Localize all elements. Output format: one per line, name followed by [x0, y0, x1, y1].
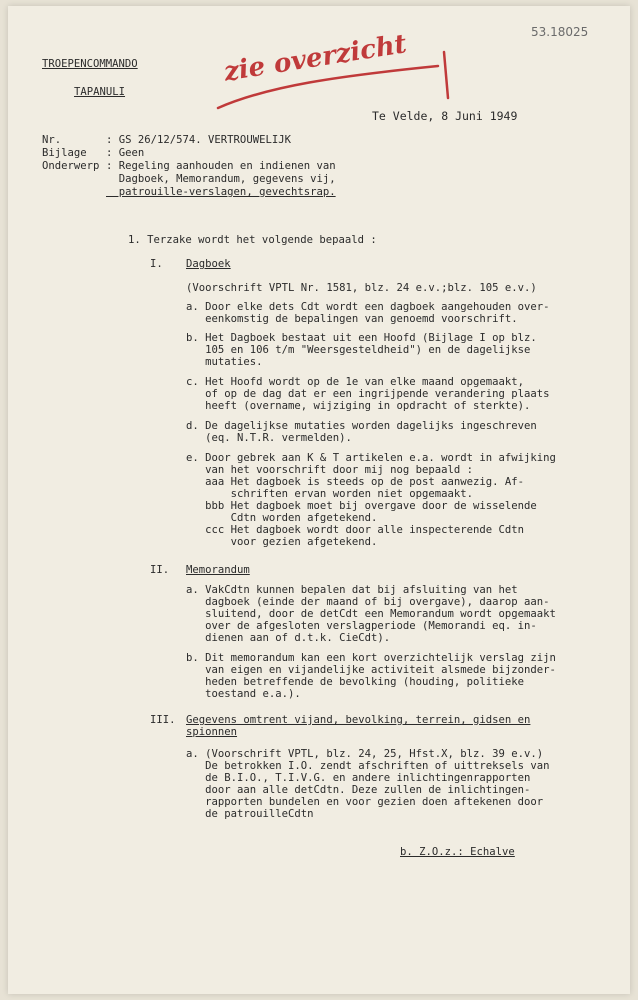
- s1-c-line1: c. Het Hoofd wordt op de 1e van elke maand opgemaakt,: [186, 376, 525, 388]
- s1-e-line3: aaa Het dagboek is steeds op de post aanwezig. Af-: [186, 476, 525, 488]
- section3-title-line2: spionnen: [186, 726, 238, 738]
- place-date: Te Velde, 8 Juni 1949: [372, 109, 518, 123]
- onderwerp-label: Onderwerp: [42, 160, 100, 172]
- section2-num: II.: [150, 564, 170, 576]
- s2-b-line4: toestand e.a.).: [186, 688, 301, 700]
- s2-b-line1: b. Dit memorandum kan een kort overzichtelijk verslag zijn: [186, 652, 556, 664]
- s3-a-line6: de patrouilleCdtn: [186, 808, 314, 820]
- s3-a-line2: De betrokken I.O. zendt afschriften of uittreksels van: [186, 760, 550, 772]
- section3-num: III.: [150, 714, 176, 726]
- s2-a-line2: dagboek (einde der maand of bij overgave), daarop aan-: [186, 596, 550, 608]
- s1-b-line1: b. Het Dagboek bestaat uit een Hoofd (Bijlage I op blz.: [186, 332, 537, 344]
- s3-a-line1: a. (Voorschrift VPTL, blz. 24, 25, Hfst.X, blz. 39 e.v.): [186, 748, 544, 760]
- intro-line: 1. Terzake wordt het volgende bepaald :: [128, 234, 377, 246]
- s2-b-line3: heden betreffende de bevolking (houding, politieke: [186, 676, 525, 688]
- s1-e-line7: ccc Het dagboek wordt door alle inspecterende Cdtn: [186, 524, 525, 536]
- s2-a-line1: a. VakCdtn kunnen bepalen dat bij afsluiting van het: [186, 584, 518, 596]
- bijlage-label: Bijlage: [42, 147, 87, 159]
- handwritten-note: zie overzicht: [222, 29, 409, 88]
- s3-a-line4: door aan alle detCdtn. Deze zullen de inlichtingen-: [186, 784, 531, 796]
- bijlage-value: : Geen: [106, 147, 145, 159]
- section1-title: Dagboek: [186, 258, 231, 270]
- s1-e-line6: Cdtn worden afgetekend.: [186, 512, 378, 524]
- unit-line1: TROEPENCOMMANDO: [42, 58, 138, 70]
- onderwerp-line1: : Regeling aanhouden en indienen van: [106, 160, 336, 172]
- onderwerp-line3: patrouille-verslagen, gevechtsrap.: [106, 186, 336, 198]
- s1-e-line1: e. Door gebrek aan K & T artikelen e.a. wordt in afwijking: [186, 452, 556, 464]
- onderwerp-line2: Dagboek, Memorandum, gegevens vij,: [106, 173, 336, 185]
- document-page: [8, 6, 630, 994]
- s3-a-line5: rapporten bundelen en voor gezien doen aftekenen door: [186, 796, 544, 808]
- s2-a-line4: over de afgesloten verslagperiode (Memorandi eq. in-: [186, 620, 537, 632]
- nr-label: Nr.: [42, 134, 62, 146]
- unit-line2: TAPANULI: [74, 86, 126, 98]
- s3-a-line3: de B.I.O., T.I.V.G. en andere inlichtingenrapporten: [186, 772, 531, 784]
- s2-a-line3: sluitend, door de detCdt een Memorandum wordt opgemaakt: [186, 608, 556, 620]
- section1-ref: (Voorschrift VPTL Nr. 1581, blz. 24 e.v.;blz. 105 e.v.): [186, 282, 537, 294]
- s2-a-line5: dienen aan of d.t.k. CieCdt).: [186, 632, 391, 644]
- closing-line: b. Z.O.z.: Echalve: [400, 846, 515, 858]
- s1-b-line3: mutaties.: [186, 356, 263, 368]
- s1-e-line4: schriften ervan worden niet opgemaakt.: [186, 488, 474, 500]
- s1-e-line5: bbb Het dagboek moet bij overgave door de wisselende: [186, 500, 537, 512]
- s1-d-line2: (eq. N.T.R. vermelden).: [186, 432, 352, 444]
- s1-e-line8: voor gezien afgetekend.: [186, 536, 378, 548]
- s1-c-line3: heeft (overname, wijziging in opdracht of sterkte).: [186, 400, 531, 412]
- section1-num: I.: [150, 258, 163, 270]
- section2-title: Memorandum: [186, 564, 250, 576]
- s2-b-line2: van eigen en vijandelijke activiteit alsmede bijzonder-: [186, 664, 556, 676]
- s1-c-line2: of op de dag dat er een ingrijpende verandering plaats: [186, 388, 550, 400]
- nr-value: : GS 26/12/574. VERTROUWELIJK: [106, 134, 291, 146]
- s1-b-line2: 105 en 106 t/m "Weersgesteldheid") en de dagelijkse: [186, 344, 531, 356]
- section3-title-line1: Gegevens omtrent vijand, bevolking, terrein, gidsen en: [186, 714, 531, 726]
- s1-a-line2: eenkomstig de bepalingen van genoemd voorschrift.: [186, 313, 518, 325]
- s1-e-line2: van het voorschrift door mij nog bepaald :: [186, 464, 474, 476]
- s1-a-line1: a. Door elke dets Cdt wordt een dagboek aangehouden over-: [186, 301, 550, 313]
- archive-number: 53.18025: [531, 25, 589, 39]
- s1-d-line1: d. De dagelijkse mutaties worden dagelijks ingeschreven: [186, 420, 537, 432]
